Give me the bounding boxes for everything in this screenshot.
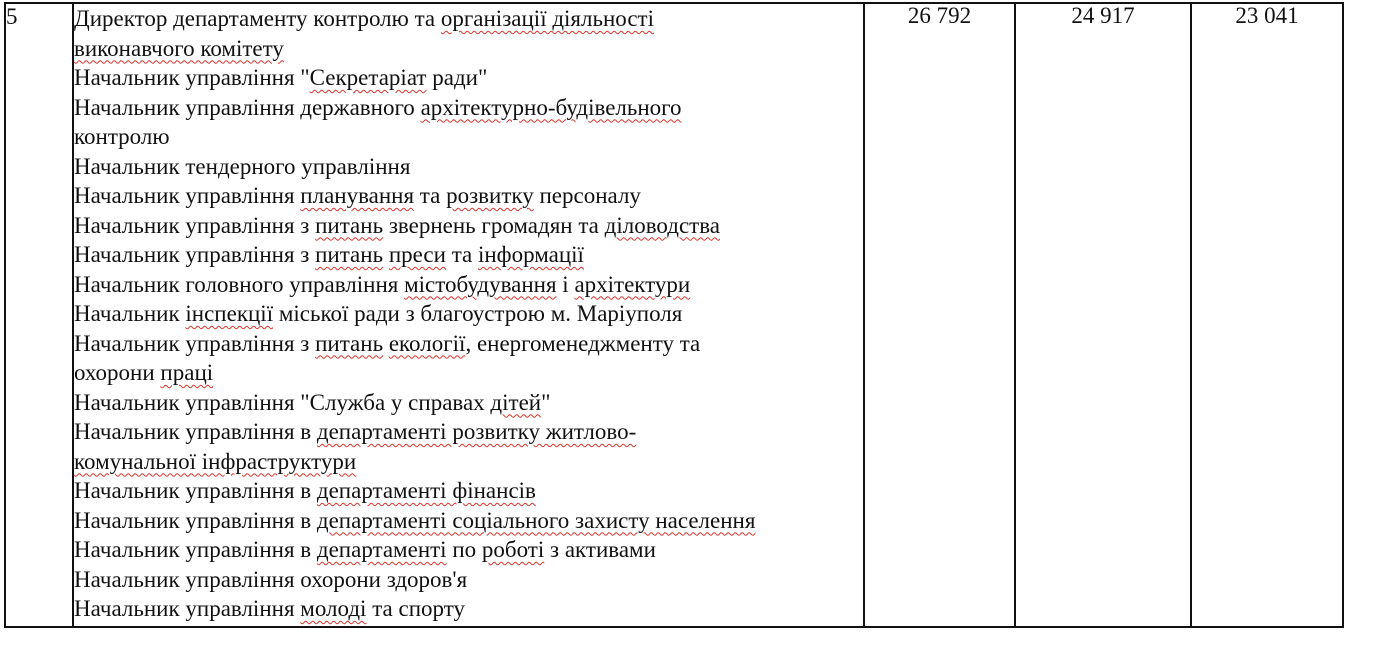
position-text: Начальник управління "Служба у справах	[74, 389, 491, 415]
position-text: та	[445, 242, 478, 267]
spellcheck-flagged-text: департаменті розвитку житлово-	[316, 419, 637, 444]
position-text: Начальник управління "	[74, 65, 310, 90]
position-text: по	[446, 537, 482, 562]
salary-table	[4, 2, 1344, 628]
position-text: Начальник управління державного	[74, 94, 421, 120]
position-line	[74, 152, 863, 182]
position-line	[74, 447, 863, 477]
spellcheck-flagged-text: питань	[315, 212, 384, 238]
spellcheck-flagged-text: департаменті фінансів	[316, 478, 536, 503]
position-line	[74, 594, 863, 624]
position-line	[74, 506, 863, 536]
position-text: Начальник управління	[74, 596, 301, 621]
spellcheck-flagged-text: питань	[315, 330, 384, 356]
value-cell-1	[864, 3, 1015, 627]
position-text: , енергоменеджменту та	[465, 330, 701, 356]
position-text: Начальник управління в	[74, 537, 317, 562]
position-line	[74, 476, 863, 506]
position-line	[74, 388, 863, 418]
row-number-cell	[5, 3, 73, 627]
position-text: та	[414, 183, 447, 208]
position-text: ради"	[426, 65, 488, 90]
position-text: Начальник управління з	[74, 330, 316, 356]
spellcheck-flagged-text: праці	[160, 360, 214, 385]
positions-cell	[73, 3, 864, 627]
position-text: Начальник управління в	[74, 507, 317, 533]
position-line	[74, 211, 863, 241]
salary-value-2: 24 917	[1071, 3, 1135, 28]
spellcheck-flagged-text: містобудування	[404, 271, 557, 297]
position-line	[74, 240, 863, 270]
position-text: Начальник управління з	[74, 212, 316, 238]
position-text: з активами	[544, 537, 656, 562]
spellcheck-flagged-text: планування	[300, 183, 415, 208]
position-text: міської ради з благоустрою м. Маріуполя	[273, 301, 683, 326]
position-text: Начальник головного управління	[74, 271, 405, 297]
row-number: 5	[6, 4, 18, 29]
table-row	[5, 3, 1343, 627]
spellcheck-flagged-text: архітектурно-будівельного	[420, 94, 682, 120]
position-text: та спорту	[366, 596, 465, 621]
position-line	[74, 535, 863, 565]
position-text: Начальник управління охорони здоров'я	[74, 566, 468, 592]
spellcheck-flagged-text: молоді	[300, 596, 367, 621]
position-line	[74, 93, 863, 123]
position-line	[74, 417, 863, 447]
position-text: Начальник управління	[74, 183, 301, 208]
spellcheck-flagged-text: дітей	[490, 389, 542, 415]
position-line	[74, 63, 863, 93]
spellcheck-flagged-text: питань	[315, 242, 384, 267]
position-line	[74, 4, 863, 34]
spellcheck-flagged-text: інформації	[477, 242, 584, 267]
position-line	[74, 181, 863, 211]
position-text: Начальник управління в	[74, 419, 317, 444]
position-line	[74, 565, 863, 595]
position-line	[74, 122, 863, 152]
spellcheck-flagged-text: розвитку	[446, 183, 534, 208]
position-text: Начальник	[74, 301, 186, 326]
spellcheck-flagged-text: екології	[388, 330, 466, 356]
value-cell-3	[1191, 3, 1343, 627]
spellcheck-flagged-text: організації діяльності	[440, 6, 655, 31]
position-text: Директор департаменту контролю та	[74, 6, 441, 31]
spellcheck-flagged-text: департаменті соціального захисту населення	[316, 507, 756, 533]
salary-value-3: 23 041	[1235, 3, 1299, 28]
position-text: звернень громадян та	[383, 212, 605, 238]
salary-value-1: 26 792	[907, 3, 972, 28]
spellcheck-flagged-text: комунальної інфраструктури	[74, 448, 357, 474]
positions-list	[74, 4, 863, 624]
position-line	[74, 358, 863, 388]
position-line	[74, 299, 863, 329]
position-text: і	[556, 271, 575, 297]
position-text: охорони	[74, 360, 161, 385]
spellcheck-flagged-text: департаменті	[316, 537, 447, 562]
position-text: "	[541, 389, 551, 415]
position-text: Начальник управління з	[74, 242, 316, 267]
spellcheck-flagged-text: виконавчого комітету	[74, 35, 284, 61]
position-text: Начальник тендерного управління	[74, 153, 411, 179]
position-text: контролю	[74, 124, 170, 149]
spellcheck-flagged-text: інспекції	[185, 301, 274, 326]
spellcheck-flagged-text: Секретаріат	[309, 65, 427, 90]
position-text: персоналу	[533, 183, 641, 208]
spellcheck-flagged-text: архітектури	[574, 271, 691, 297]
position-line	[74, 329, 863, 359]
spellcheck-flagged-text: діловодства	[604, 212, 720, 238]
value-cell-2	[1015, 3, 1191, 627]
position-text: Начальник управління в	[74, 478, 317, 503]
spellcheck-flagged-text: роботі	[481, 537, 545, 562]
position-line	[74, 270, 863, 300]
position-line	[74, 34, 863, 64]
spellcheck-flagged-text: преси	[388, 242, 446, 267]
